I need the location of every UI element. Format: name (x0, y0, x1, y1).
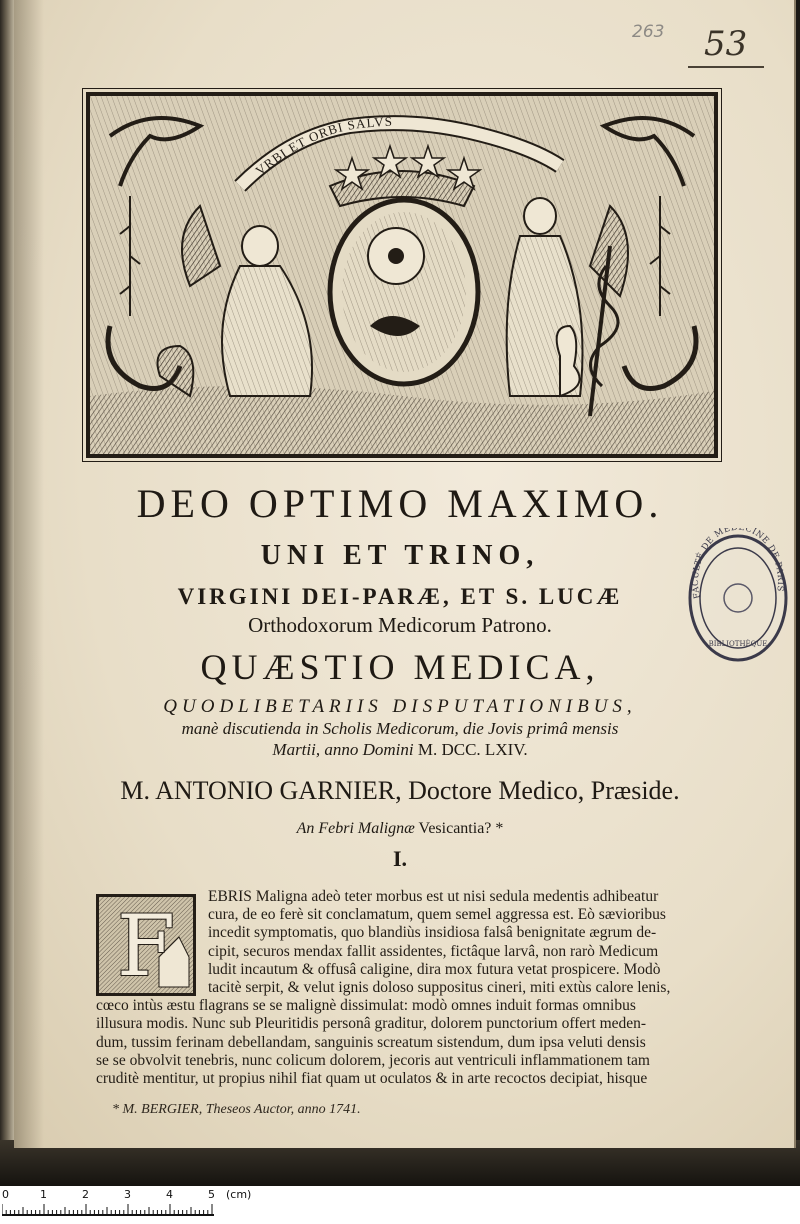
body-line: EBRIS Maligna adeò teter morbus est ut nisi sedula medentis adhibeatur (208, 888, 659, 905)
body-paragraph (96, 888, 748, 1088)
folio-ink-number: 53 (704, 24, 748, 64)
body-line: cruditè mentitur, ut propius nihil fiat quam ut oculatos & in arte recoctos decipiat, hisque (96, 1069, 648, 1087)
ruler-label: 3 (124, 1188, 131, 1201)
section-number: I. (392, 846, 408, 871)
ruler-label: 4 (166, 1188, 173, 1201)
folio-underline (688, 66, 764, 68)
ruler-ticks (2, 1204, 222, 1216)
thesis-question (0, 820, 800, 838)
ruler-unit: (cm) (226, 1188, 252, 1201)
dedication-line-2: UNI ET TRINO, (260, 540, 540, 571)
thesis-question-roman: Vesicantia? * (414, 820, 504, 837)
thesis-date-italic: Martii, anno Domini (272, 740, 414, 759)
body-line: illusura modis. Nunc sub Pleuritidis personâ graditur, dolorem punctorium offert meden- (96, 1015, 647, 1033)
body-line: dum, tussim ferinam debellandam, sanguinis screatum sistendum, dum ipsa veluti densis (96, 1033, 646, 1051)
scale-ruler (0, 1186, 800, 1224)
thesis-date (0, 740, 800, 760)
engraving-motto: VRBI ET ORBI SALVS (252, 113, 394, 179)
body-line: tacitè serpit, & velut ignis doloso suppositus cineri, miti extùs calore lenis, (208, 978, 671, 996)
thesis-date-year: M. DCC. LXIV. (413, 740, 528, 759)
ruler-label: 5 (208, 1188, 215, 1201)
body-line: se se obvolvit tenebris, nunc colicum dolorem, jecoris aut ventriculi inflammationem tam (96, 1051, 650, 1069)
body-line: incedit symptomatis, quo blandiùs insidiosa falsâ benignitate ægrum de- (208, 924, 657, 942)
body-line: cipit, securos mendax fallit assidentes, fictâque larvâ, non rarò Medicum (208, 942, 659, 960)
ruler-label: 2 (82, 1188, 89, 1201)
library-stamp (682, 528, 794, 668)
thesis-occasion: manè discutienda in Scholis Medicorum, die Jovis primâ mensis (181, 719, 619, 738)
dedication-line-3: VIRGINI DEI-PARÆ, ET S. LUCÆ (177, 584, 623, 609)
stamp-text: FACULTÉ DE MÉ CINE DE PARIS (690, 528, 786, 600)
drop-cap-letter: F (116, 897, 176, 995)
thesis-question-italic: An Febri Malignæ (296, 820, 415, 837)
dedication-line-4: Orthodoxorum Medicorum Patrono. (248, 613, 552, 637)
body-line: cœco intùs æstu flagrans se se malignè dissimulat: modò omnes induit formas omnibus (96, 997, 636, 1015)
body-line: cura, de eo ferè sit conclamatum, quem semel aggressa est. Eò sævioribus (208, 906, 666, 924)
thesis-subtitle: QUODLIBETARIIS DISPUTATIONIBUS, (163, 696, 637, 717)
dedication-heading: DEO OPTIMO MAXIMO. (136, 481, 664, 526)
thesis-title: QUÆSTIO MEDICA, (200, 647, 600, 687)
thesis-president: M. ANTONIO GARNIER, Doctore Medico, Præside. (120, 776, 680, 805)
body-line: ludit incautum & offusâ caligine, dira mox futura vetat prospicere. Modò (208, 960, 661, 978)
ruler-label: 1 (40, 1188, 47, 1201)
gutter-shadow (14, 0, 44, 1148)
folio-pencil-number: 263 (632, 22, 665, 42)
stamp-subtext: BIBLIOTHÈQUE (708, 640, 768, 648)
footnote: * M. BERGIER, Theseos Auctor, anno 1741. (112, 1102, 361, 1117)
engraved-headpiece (86, 92, 718, 458)
ruler-label: 0 (2, 1188, 9, 1201)
